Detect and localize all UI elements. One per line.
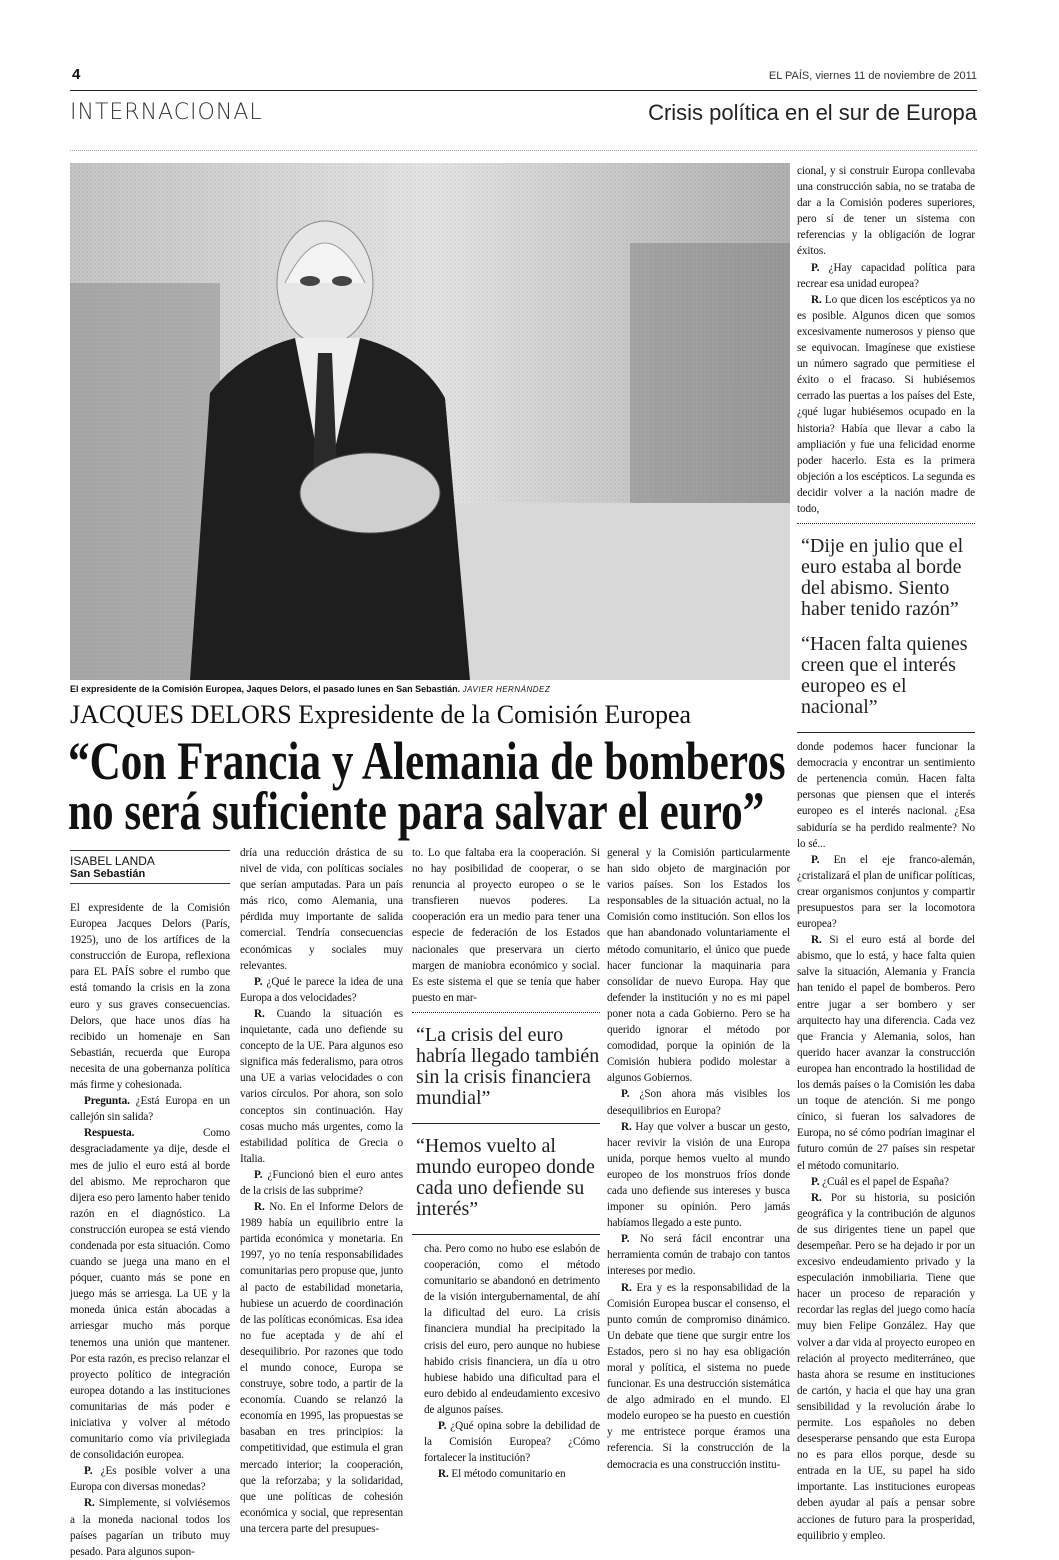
paragraph-lead: P. xyxy=(84,1465,93,1478)
article-paragraph xyxy=(797,1174,975,1190)
paragraph-text: ¿Funcionó bien el euro antes de la crisis de las subprime? xyxy=(240,1168,403,1197)
paragraph-text: ¿Son ahora más visibles los desequilibrios en Europa? xyxy=(607,1088,790,1117)
article-paragraph xyxy=(424,1418,600,1466)
article-paragraph xyxy=(797,163,975,260)
article-paragraph xyxy=(70,1093,230,1125)
article-column xyxy=(412,845,600,1006)
quote-rule xyxy=(412,1234,600,1235)
column-3 xyxy=(412,845,600,1482)
paragraph-lead: R. xyxy=(438,1468,449,1481)
caption-text: El expresidente de la Comisión Europea, Jaques Delors, el pasado lunes en San Sebastián. xyxy=(70,684,461,694)
article-paragraph xyxy=(607,845,790,1086)
article-paragraph xyxy=(70,1125,230,1463)
paragraph-text: ¿Hay capacidad política para recrear esa unidad europea? xyxy=(797,261,975,290)
paragraph-lead: R. xyxy=(621,1120,632,1133)
byline xyxy=(70,850,230,884)
paragraph-lead: R. xyxy=(254,1201,265,1214)
article-column xyxy=(797,163,975,517)
paragraph-lead: R. xyxy=(621,1281,632,1294)
paragraph-text: Cuando la situación es inquietante, cada uno defiende su concepto de la UE. Para algunos eso significa más federalismo, para otros una UE a varias velocidades o con varios círculos. Por ahora, son solo conceptos sin continuación. Hay cosas mucho más urgentes, como la estabilidad política de Grecia o Italia. xyxy=(240,1007,403,1165)
paragraph-text: Si el euro está al borde del abismo, que lo está, y hace falta quien salve la situación, Alemania y Francia han tenido el papel de bomberos. Pero entre jugar a ser bombero y ser arquitecto hay una diferencia. Cada vez que Francia y Alemania, solos, han querido hacer avanzar la construcción europea han encontrado la hostilidad de los demás países o la Comisión les daba un toque de atención. Si me pongo cínico, si fueran los salvadores de Europa, no sé cómo podrían imaginar el futuro común de 27 países sin respetar el método comunitario. xyxy=(797,934,976,1172)
paragraph-text: Era y es la responsabilidad de la Comisión Europea buscar el consenso, el punto común de compromiso dinámico. Un debate que tiene que surgir entre los Estados, pero si no hay esa obligación moral y política, el sistema no puede funcionar. Es una destrucción sistemática de algo admirado en el mundo. El modelo europeo se ha puesto en cuestión y me entristece porque éramos una referencia. Si la construcción de la democracia es una construcción institu- xyxy=(607,1281,790,1471)
article-paragraph xyxy=(70,1463,230,1495)
paragraph-text: No será fácil encontrar una herramienta común de trabajo con tantos intereses por medio. xyxy=(607,1233,790,1278)
paragraph-text: Por su historia, su posición geográfica y la contribución de algunos de sus dirigentes tiene un papel que desempeñar. Pero se ha dejado ir por un excesivo endeudamiento privado y la especulación inmobiliaria. Tiene que hacer un proceso de reparación y recordar las reglas del juego como hacía muy bien Felipe González. Hay que volver a dar vida al proyecto europeo en relación al proyecto mediterráneo, que hasta ahora se resume en instituciones de cartón, y hacia el que hay una gran sensibilidad y la revolución árabe lo permite. Los españoles no deben desesperarse pensando que esta Europa no es para ellos porque, desde su entrada en la UE, su papel ha sido importante. Las instituciones europeas deben ayudar al país a pensar sobre acciones de futuro para la prosperidad, equilibrio y empleo. xyxy=(797,1191,975,1542)
article-paragraph xyxy=(797,852,975,932)
paragraph-text: Simplemente, si volviésemos a la moneda nacional todos los países pagarían un tributo muy pesado. Para algunos supon- xyxy=(70,1497,230,1558)
article-paragraph xyxy=(797,292,975,517)
article-paragraph xyxy=(412,845,600,1006)
paragraph-text: En el eje franco-alemán, ¿cristalizará el plan de unificar políticas, crear organismos conjuntos y compartir presupuestos para ser la locomotora europea? xyxy=(797,853,975,931)
paragraph-text: No. En el Informe Delors de 1989 había un equilibrio entre la partida económica y monetaria. En 1997, yo no tenía responsabilidades comunitarias pero propuse que, junto al pacto de estabilidad monetaria, hubiese un acuerdo de coordinación de las políticas económicas. Esa idea no fue aceptada y de ahí el desequilibrio. Por razones que todo el mundo conoce, Europa se construye, sobre todo, a partir de la economía. Cuando se relanzó la economía en 1995, las propuestas se basaban en tres principios: la competitividad, que estimula el gran mercado interior; la cooperación, que la reforzaba; y la solidaridad, que une políticas de cohesión económica y social, que representan una tercera parte del presupues- xyxy=(240,1201,403,1535)
article-column xyxy=(797,739,975,1544)
paragraph-lead: R. xyxy=(811,1191,822,1204)
headline-line: “Con Francia y Alemania de bomberos xyxy=(68,731,786,791)
paragraph-lead: P. xyxy=(438,1419,447,1432)
paragraph-text: ¿Está Europa en un callejón sin salida? xyxy=(70,1095,231,1124)
photo-caption xyxy=(70,684,790,694)
article-headline xyxy=(68,731,786,841)
paragraph-lead: Pregunta. xyxy=(84,1095,130,1108)
photo-credit: JAVIER HERNÁNDEZ xyxy=(462,685,551,694)
article-paragraph xyxy=(797,932,975,1173)
article-paragraph xyxy=(240,1167,403,1199)
paragraph-text: Lo que dicen los escépticos ya no es posible. Algunos dicen que somos excesivamente numerosos y pienso que se equivocan. Imagínese que existiese un número sagrado que permitiese el éxito o el fracaso. Si hubiésemos cerrado las puertas a los países del Este, ¿qué lugar hubiésemos ocupado en la historia? Había que llevar a cabo la ampliación y fue una felicidad enorme poder hacerlo. Esta es la primera objeción a los escépticos. La segunda es decidir volver a la nación madre de todo, xyxy=(797,293,975,515)
article-paragraph xyxy=(70,1495,230,1559)
paragraph-text: donde podemos hacer funcionar la democracia y encontrar un sentimiento de pertenencia común. Hacen falta personas que piensen que el interés europeo es el interés nacional. ¿Esa sabiduría se ha perdido realmente? No lo sé... xyxy=(797,741,975,850)
paragraph-lead: Respuesta. xyxy=(84,1127,135,1140)
pull-quote: “Hemos vuelto al mundo europeo donde cada uno defiende su interés” xyxy=(416,1134,595,1220)
paragraph-text: El método comunitario en xyxy=(451,1468,566,1481)
article-paragraph xyxy=(240,845,403,974)
paragraph-text: general y la Comisión particularmente han sido objeto de marginación por varios países. Son los Estados los responsables de la situación actual, no la Comisión como institución. Son ellos los que han abandonado voluntariamente el método comunitario, el único que puede hacer funcionar la maquinaria para consolidar de nuevo Europa. Hay que defender la institución y no es mi papel poner nota a cada Gobierno. Pero se ha querido ignorar el método por comodidad, porque la opinión de la Comisión hubiera podido molestar a algunos Gobiernos. xyxy=(607,847,790,1085)
paragraph-lead: R. xyxy=(811,293,822,306)
dateline: EL PAÍS, viernes 11 de noviembre de 2011 xyxy=(768,70,977,82)
article-paragraph xyxy=(797,739,975,852)
quote-rule xyxy=(412,1123,600,1124)
article-paragraph xyxy=(607,1231,790,1279)
paragraph-lead: R. xyxy=(84,1497,95,1510)
article-paragraph xyxy=(797,1190,975,1544)
paragraph-lead: P. xyxy=(621,1233,630,1246)
paragraph-text: ¿Qué opina sobre la debilidad de la Comisión Europea? ¿Cómo fortalecer la institución? xyxy=(424,1419,600,1465)
paragraph-lead: R. xyxy=(811,934,822,947)
article-paragraph xyxy=(240,974,403,1006)
article-paragraph xyxy=(424,1241,600,1418)
paragraph-lead: P. xyxy=(811,261,820,274)
paragraph-text: Hay que volver a buscar un gesto, hacer revivir la visión de una Europa unida, porque hemos vuelto al mundo europeo de los monstruos fríos donde cada uno defiende sus intereses y busca imponer su opinión. Pero jamás habíamos llegado a este punto. xyxy=(607,1120,790,1230)
column-5 xyxy=(797,163,975,1544)
article-column xyxy=(70,900,230,1560)
paragraph-lead: P. xyxy=(254,975,263,988)
paragraph-lead: P. xyxy=(811,1175,820,1188)
article-photo xyxy=(70,163,790,680)
headline-line: no será suficiente para salvar el euro” xyxy=(68,781,765,841)
paragraph-lead: P. xyxy=(621,1088,630,1101)
paragraph-text: cha. Pero como no hubo ese eslabón de cooperación, como el método comunitario se abandonó en detrimento de la visión intergubernamental, de ahí la dificultad del euro. La crisis financiera mundial ha precipitado la crisis del euro, pero aunque no hubiese habido crisis financiera, un día u otro hubiese habido una dificultad para el euro debido al endeudamiento excesivo de algunos países. xyxy=(424,1242,600,1416)
paragraph-text: El expresidente de la Comisión Europea Jacques Delors (París, 1925), uno de los artífices de la construcción de Europa, reflexiona para EL PAÍS sobre el rumbo que está tomando la crisis en la zona euro y sus graves consecuencias. Delors, que hace unos días ha recibido un homenaje en San Sebastián, recuerda que Europa necesita de una gobernanza política más firme y cohesionada. xyxy=(70,902,230,1092)
article-column xyxy=(412,1241,600,1482)
article-paragraph xyxy=(424,1466,600,1482)
pull-quote: “Hacen falta quienes creen que el interés europeo es el nacional” xyxy=(801,633,968,719)
section-title: INTERNACIONAL xyxy=(70,100,263,125)
article-paragraph xyxy=(240,1199,403,1537)
article-paragraph xyxy=(607,1086,790,1118)
paragraph-text: Como desgraciadamente ya dije, desde el mes de julio el euro está al borde del abismo. Me reprocharon que dijera eso pero lamento haber tenido razón en el diagnóstico. La construcción europea se está viendo condenada por esta situación. Como cuando se juega una mano en el póquer, cuanto más se pone en juego más se arriesga. La UE y la moneda única están abocadas a arriesgar mucho más porque tenemos una unión que mantener. Por esta razón, es preciso relanzar el proyecto político de integración europea dotando a las instituciones comunitarias de más poder e iniciativa y volver al método comunitario como vía privilegiada de consolidación europea. xyxy=(70,1127,230,1462)
page-number: 4 xyxy=(72,66,81,83)
top-rule xyxy=(70,90,977,91)
article-paragraph xyxy=(607,1119,790,1232)
author-name: ISABEL LANDA xyxy=(70,854,155,868)
paragraph-text: ¿Es posible volver a una Europa con diversas monedas? xyxy=(70,1465,230,1494)
article-column xyxy=(607,845,790,1473)
topic-title: Crisis política en el sur de Europa xyxy=(648,100,977,125)
article-paragraph xyxy=(797,260,975,292)
paragraph-text: dría una reducción drástica de su nivel de vida, con políticas sociales que serían amputadas. Para un país más rico, como Alemania, una pérdida muy importante de salida comercial. Tendría consecuencias económicas y sociales muy relevantes. xyxy=(240,847,403,972)
article-kicker: JACQUES DELORS Expresidente de la Comisión Europea xyxy=(70,700,692,729)
article-paragraph xyxy=(607,1280,790,1473)
quote-rule xyxy=(797,523,975,524)
pull-quote: “Dije en julio que el euro estaba al borde del abismo. Siento haber tenido razón” xyxy=(801,535,964,621)
paragraph-lead: R. xyxy=(254,1007,265,1020)
article-column xyxy=(240,845,403,1537)
paragraph-text: to. Lo que faltaba era la cooperación. Si no hay posibilidad de cooperar, o se renuncia al proyecto europeo o se le transfieren nuevos poderes. La cooperación era un medio para tener una especie de federación de los Estados nacionales que preservara un cierto margen de maniobra económico y social. Es este sistema el que se tenía que haber puesto en mar- xyxy=(412,847,600,1004)
paragraph-text: ¿Cuál es el papel de España? xyxy=(822,1175,949,1188)
paragraph-lead: P. xyxy=(254,1168,263,1181)
paragraph-lead: P. xyxy=(811,853,820,866)
byline-location: San Sebastián xyxy=(70,868,146,880)
article-paragraph xyxy=(70,900,230,1093)
quote-rule xyxy=(797,732,975,733)
divider xyxy=(70,150,977,151)
paragraph-text: cional, y si construir Europa conllevaba una construcción sabia, no se trataba de dar a la Comisión poderes superiores, pero sí de tener un sistema con referencias y la obligación de lograr éxitos. xyxy=(797,165,975,258)
pull-quote: “La crisis del euro habría llegado también sin la crisis financiera mundial” xyxy=(416,1023,600,1109)
article-paragraph xyxy=(240,1006,403,1167)
quote-rule xyxy=(412,1012,600,1013)
paragraph-text: ¿Qué le parece la idea de una Europa a dos velocidades? xyxy=(240,975,403,1004)
portrait-image xyxy=(70,163,790,680)
